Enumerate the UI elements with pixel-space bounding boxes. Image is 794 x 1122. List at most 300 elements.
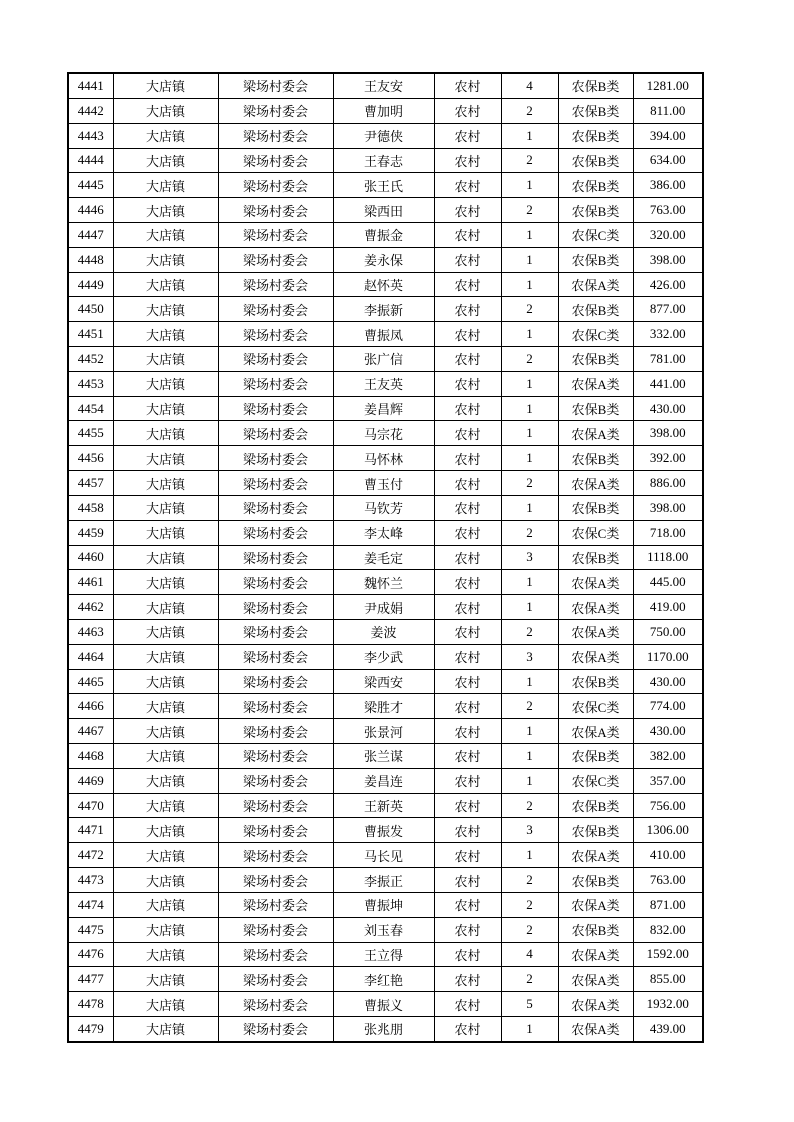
cell-amount: 832.00 (633, 917, 703, 942)
cell-serial-number: 4450 (68, 297, 113, 322)
cell-person-name: 姜毛定 (333, 545, 434, 570)
cell-serial-number: 4462 (68, 595, 113, 620)
cell-person-name: 马宗花 (333, 421, 434, 446)
cell-person-name: 马怀林 (333, 446, 434, 471)
cell-serial-number: 4473 (68, 868, 113, 893)
cell-serial-number: 4478 (68, 992, 113, 1017)
cell-insurance-category: 农保A类 (558, 1016, 633, 1042)
cell-person-count: 1 (501, 247, 558, 272)
cell-insurance-category: 农保B类 (558, 198, 633, 223)
cell-person-name: 马长见 (333, 843, 434, 868)
cell-village-committee: 梁场村委会 (218, 247, 333, 272)
cell-village-committee: 梁场村委会 (218, 272, 333, 297)
cell-serial-number: 4464 (68, 644, 113, 669)
cell-serial-number: 4470 (68, 793, 113, 818)
cell-town: 大店镇 (113, 148, 218, 173)
cell-village-committee: 梁场村委会 (218, 744, 333, 769)
cell-serial-number: 4454 (68, 396, 113, 421)
cell-village-committee: 梁场村委会 (218, 322, 333, 347)
cell-amount: 441.00 (633, 371, 703, 396)
cell-person-count: 2 (501, 471, 558, 496)
cell-residence-type: 农村 (434, 247, 501, 272)
cell-residence-type: 农村 (434, 222, 501, 247)
cell-person-count: 1 (501, 843, 558, 868)
cell-person-name: 曹玉付 (333, 471, 434, 496)
cell-amount: 763.00 (633, 198, 703, 223)
cell-village-committee: 梁场村委会 (218, 123, 333, 148)
cell-amount: 382.00 (633, 744, 703, 769)
cell-person-count: 4 (501, 73, 558, 98)
cell-amount: 439.00 (633, 1016, 703, 1042)
cell-village-committee: 梁场村委会 (218, 173, 333, 198)
cell-person-count: 2 (501, 520, 558, 545)
cell-person-name: 曹振义 (333, 992, 434, 1017)
table-row (68, 471, 703, 496)
table-row (68, 446, 703, 471)
cell-insurance-category: 农保B类 (558, 73, 633, 98)
cell-insurance-category: 农保B类 (558, 173, 633, 198)
cell-person-name: 张兰谋 (333, 744, 434, 769)
cell-town: 大店镇 (113, 843, 218, 868)
cell-serial-number: 4472 (68, 843, 113, 868)
cell-village-committee: 梁场村委会 (218, 520, 333, 545)
cell-village-committee: 梁场村委会 (218, 297, 333, 322)
cell-residence-type: 农村 (434, 520, 501, 545)
cell-village-committee: 梁场村委会 (218, 868, 333, 893)
cell-residence-type: 农村 (434, 570, 501, 595)
cell-serial-number: 4444 (68, 148, 113, 173)
table-row (68, 322, 703, 347)
cell-serial-number: 4468 (68, 744, 113, 769)
cell-residence-type: 农村 (434, 992, 501, 1017)
cell-residence-type: 农村 (434, 98, 501, 123)
cell-person-name: 张兆朋 (333, 1016, 434, 1042)
cell-person-name: 梁胜才 (333, 694, 434, 719)
cell-residence-type: 农村 (434, 297, 501, 322)
cell-town: 大店镇 (113, 892, 218, 917)
cell-village-committee: 梁场村委会 (218, 148, 333, 173)
cell-residence-type: 农村 (434, 669, 501, 694)
cell-insurance-category: 农保A类 (558, 719, 633, 744)
table-row (68, 967, 703, 992)
cell-insurance-category: 农保B类 (558, 917, 633, 942)
cell-amount: 1932.00 (633, 992, 703, 1017)
cell-serial-number: 4441 (68, 73, 113, 98)
table-body (68, 73, 703, 1042)
cell-person-count: 2 (501, 619, 558, 644)
table-row (68, 1016, 703, 1042)
cell-town: 大店镇 (113, 371, 218, 396)
table-row (68, 570, 703, 595)
cell-person-name: 姜昌辉 (333, 396, 434, 421)
cell-person-name: 姜波 (333, 619, 434, 644)
cell-residence-type: 农村 (434, 595, 501, 620)
cell-person-name: 魏怀兰 (333, 570, 434, 595)
cell-village-committee: 梁场村委会 (218, 892, 333, 917)
cell-person-count: 1 (501, 595, 558, 620)
cell-serial-number: 4474 (68, 892, 113, 917)
cell-person-name: 王友安 (333, 73, 434, 98)
cell-serial-number: 4447 (68, 222, 113, 247)
cell-town: 大店镇 (113, 98, 218, 123)
cell-insurance-category: 农保B类 (558, 247, 633, 272)
cell-village-committee: 梁场村委会 (218, 1016, 333, 1042)
cell-insurance-category: 农保A类 (558, 471, 633, 496)
cell-town: 大店镇 (113, 396, 218, 421)
cell-amount: 430.00 (633, 719, 703, 744)
cell-amount: 1170.00 (633, 644, 703, 669)
cell-residence-type: 农村 (434, 868, 501, 893)
cell-residence-type: 农村 (434, 793, 501, 818)
cell-serial-number: 4469 (68, 768, 113, 793)
cell-amount: 763.00 (633, 868, 703, 893)
cell-insurance-category: 农保B类 (558, 545, 633, 570)
cell-residence-type: 农村 (434, 123, 501, 148)
table-row (68, 892, 703, 917)
cell-residence-type: 农村 (434, 396, 501, 421)
cell-residence-type: 农村 (434, 1016, 501, 1042)
cell-town: 大店镇 (113, 1016, 218, 1042)
table-row (68, 123, 703, 148)
cell-insurance-category: 农保B类 (558, 818, 633, 843)
cell-town: 大店镇 (113, 793, 218, 818)
cell-insurance-category: 农保B类 (558, 793, 633, 818)
cell-residence-type: 农村 (434, 619, 501, 644)
cell-residence-type: 农村 (434, 744, 501, 769)
cell-residence-type: 农村 (434, 148, 501, 173)
cell-serial-number: 4445 (68, 173, 113, 198)
cell-serial-number: 4465 (68, 669, 113, 694)
cell-village-committee: 梁场村委会 (218, 198, 333, 223)
table-row (68, 669, 703, 694)
cell-serial-number: 4453 (68, 371, 113, 396)
cell-serial-number: 4442 (68, 98, 113, 123)
cell-serial-number: 4458 (68, 495, 113, 520)
cell-village-committee: 梁场村委会 (218, 396, 333, 421)
cell-residence-type: 农村 (434, 371, 501, 396)
cell-person-name: 张景河 (333, 719, 434, 744)
cell-village-committee: 梁场村委会 (218, 768, 333, 793)
cell-amount: 855.00 (633, 967, 703, 992)
cell-village-committee: 梁场村委会 (218, 843, 333, 868)
table-row (68, 520, 703, 545)
cell-amount: 430.00 (633, 669, 703, 694)
cell-serial-number: 4448 (68, 247, 113, 272)
cell-person-count: 1 (501, 744, 558, 769)
cell-town: 大店镇 (113, 917, 218, 942)
cell-amount: 1306.00 (633, 818, 703, 843)
cell-village-committee: 梁场村委会 (218, 818, 333, 843)
cell-person-name: 王新英 (333, 793, 434, 818)
cell-person-name: 王立得 (333, 942, 434, 967)
cell-insurance-category: 农保B类 (558, 148, 633, 173)
table-row (68, 272, 703, 297)
cell-amount: 756.00 (633, 793, 703, 818)
cell-serial-number: 4457 (68, 471, 113, 496)
cell-village-committee: 梁场村委会 (218, 793, 333, 818)
cell-town: 大店镇 (113, 744, 218, 769)
cell-residence-type: 农村 (434, 322, 501, 347)
cell-town: 大店镇 (113, 247, 218, 272)
cell-town: 大店镇 (113, 471, 218, 496)
cell-person-name: 张王氏 (333, 173, 434, 198)
table-row (68, 247, 703, 272)
table-row (68, 719, 703, 744)
cell-insurance-category: 农保C类 (558, 222, 633, 247)
cell-village-committee: 梁场村委会 (218, 644, 333, 669)
cell-town: 大店镇 (113, 347, 218, 372)
cell-insurance-category: 农保A类 (558, 942, 633, 967)
cell-person-name: 李振正 (333, 868, 434, 893)
cell-serial-number: 4466 (68, 694, 113, 719)
cell-town: 大店镇 (113, 123, 218, 148)
cell-amount: 430.00 (633, 396, 703, 421)
cell-person-count: 1 (501, 570, 558, 595)
cell-insurance-category: 农保B类 (558, 495, 633, 520)
cell-person-count: 3 (501, 644, 558, 669)
table-row (68, 768, 703, 793)
cell-person-count: 1 (501, 322, 558, 347)
table-row (68, 694, 703, 719)
cell-person-count: 1 (501, 768, 558, 793)
cell-village-committee: 梁场村委会 (218, 669, 333, 694)
cell-amount: 410.00 (633, 843, 703, 868)
cell-person-count: 1 (501, 1016, 558, 1042)
cell-person-name: 曹加明 (333, 98, 434, 123)
cell-insurance-category: 农保C类 (558, 768, 633, 793)
cell-insurance-category: 农保B类 (558, 396, 633, 421)
cell-person-count: 1 (501, 272, 558, 297)
cell-serial-number: 4455 (68, 421, 113, 446)
cell-village-committee: 梁场村委会 (218, 595, 333, 620)
cell-residence-type: 农村 (434, 768, 501, 793)
cell-person-name: 曹振发 (333, 818, 434, 843)
cell-person-count: 1 (501, 446, 558, 471)
cell-person-name: 李红艳 (333, 967, 434, 992)
cell-residence-type: 农村 (434, 644, 501, 669)
table-row (68, 545, 703, 570)
cell-person-name: 曹振金 (333, 222, 434, 247)
cell-person-count: 4 (501, 942, 558, 967)
table-row (68, 744, 703, 769)
cell-person-count: 2 (501, 148, 558, 173)
table-row (68, 644, 703, 669)
cell-village-committee: 梁场村委会 (218, 619, 333, 644)
cell-town: 大店镇 (113, 198, 218, 223)
cell-insurance-category: 农保A类 (558, 421, 633, 446)
cell-person-count: 3 (501, 818, 558, 843)
cell-person-count: 2 (501, 347, 558, 372)
cell-person-name: 曹振坤 (333, 892, 434, 917)
cell-insurance-category: 农保A类 (558, 570, 633, 595)
cell-amount: 1281.00 (633, 73, 703, 98)
cell-amount: 774.00 (633, 694, 703, 719)
cell-amount: 877.00 (633, 297, 703, 322)
cell-village-committee: 梁场村委会 (218, 917, 333, 942)
cell-residence-type: 农村 (434, 421, 501, 446)
cell-serial-number: 4477 (68, 967, 113, 992)
cell-village-committee: 梁场村委会 (218, 992, 333, 1017)
cell-insurance-category: 农保B类 (558, 669, 633, 694)
cell-insurance-category: 农保A类 (558, 843, 633, 868)
cell-person-count: 2 (501, 868, 558, 893)
cell-insurance-category: 农保C类 (558, 694, 633, 719)
cell-serial-number: 4467 (68, 719, 113, 744)
cell-insurance-category: 农保C类 (558, 520, 633, 545)
cell-person-name: 梁西安 (333, 669, 434, 694)
cell-residence-type: 农村 (434, 942, 501, 967)
cell-village-committee: 梁场村委会 (218, 967, 333, 992)
cell-town: 大店镇 (113, 942, 218, 967)
cell-serial-number: 4456 (68, 446, 113, 471)
cell-insurance-category: 农保A类 (558, 595, 633, 620)
cell-town: 大店镇 (113, 322, 218, 347)
cell-person-name: 赵怀英 (333, 272, 434, 297)
cell-person-count: 2 (501, 917, 558, 942)
cell-insurance-category: 农保A类 (558, 371, 633, 396)
table-row (68, 942, 703, 967)
cell-residence-type: 农村 (434, 917, 501, 942)
cell-village-committee: 梁场村委会 (218, 73, 333, 98)
cell-residence-type: 农村 (434, 694, 501, 719)
cell-insurance-category: 农保B类 (558, 347, 633, 372)
cell-serial-number: 4476 (68, 942, 113, 967)
table-row (68, 396, 703, 421)
cell-amount: 386.00 (633, 173, 703, 198)
cell-village-committee: 梁场村委会 (218, 98, 333, 123)
cell-person-count: 2 (501, 892, 558, 917)
cell-serial-number: 4461 (68, 570, 113, 595)
cell-serial-number: 4463 (68, 619, 113, 644)
cell-person-count: 2 (501, 98, 558, 123)
cell-person-name: 尹成娟 (333, 595, 434, 620)
cell-serial-number: 4479 (68, 1016, 113, 1042)
cell-village-committee: 梁场村委会 (218, 421, 333, 446)
cell-amount: 398.00 (633, 421, 703, 446)
cell-amount: 357.00 (633, 768, 703, 793)
table-row (68, 371, 703, 396)
cell-person-name: 李太峰 (333, 520, 434, 545)
cell-person-count: 1 (501, 421, 558, 446)
cell-serial-number: 4475 (68, 917, 113, 942)
cell-person-count: 2 (501, 967, 558, 992)
cell-village-committee: 梁场村委会 (218, 347, 333, 372)
cell-residence-type: 农村 (434, 719, 501, 744)
cell-town: 大店镇 (113, 669, 218, 694)
cell-town: 大店镇 (113, 992, 218, 1017)
cell-town: 大店镇 (113, 520, 218, 545)
cell-village-committee: 梁场村委会 (218, 942, 333, 967)
cell-person-name: 王友英 (333, 371, 434, 396)
cell-person-name: 尹德侠 (333, 123, 434, 148)
cell-residence-type: 农村 (434, 967, 501, 992)
cell-residence-type: 农村 (434, 347, 501, 372)
cell-residence-type: 农村 (434, 272, 501, 297)
cell-person-count: 1 (501, 495, 558, 520)
cell-person-count: 1 (501, 123, 558, 148)
cell-town: 大店镇 (113, 545, 218, 570)
table-row (68, 619, 703, 644)
cell-town: 大店镇 (113, 222, 218, 247)
cell-residence-type: 农村 (434, 892, 501, 917)
table-row (68, 818, 703, 843)
cell-person-name: 李振新 (333, 297, 434, 322)
cell-amount: 811.00 (633, 98, 703, 123)
cell-insurance-category: 农保B类 (558, 297, 633, 322)
cell-town: 大店镇 (113, 495, 218, 520)
cell-person-count: 1 (501, 396, 558, 421)
cell-amount: 718.00 (633, 520, 703, 545)
cell-person-name: 刘玉春 (333, 917, 434, 942)
cell-residence-type: 农村 (434, 843, 501, 868)
cell-village-committee: 梁场村委会 (218, 719, 333, 744)
cell-residence-type: 农村 (434, 446, 501, 471)
cell-town: 大店镇 (113, 421, 218, 446)
cell-town: 大店镇 (113, 446, 218, 471)
cell-person-count: 1 (501, 371, 558, 396)
cell-town: 大店镇 (113, 173, 218, 198)
table-row (68, 198, 703, 223)
table-row (68, 992, 703, 1017)
cell-amount: 419.00 (633, 595, 703, 620)
cell-town: 大店镇 (113, 619, 218, 644)
cell-residence-type: 农村 (434, 818, 501, 843)
cell-town: 大店镇 (113, 818, 218, 843)
table-row (68, 793, 703, 818)
cell-town: 大店镇 (113, 868, 218, 893)
cell-residence-type: 农村 (434, 545, 501, 570)
cell-person-name: 王春志 (333, 148, 434, 173)
cell-amount: 332.00 (633, 322, 703, 347)
table-row (68, 347, 703, 372)
cell-town: 大店镇 (113, 297, 218, 322)
cell-serial-number: 4471 (68, 818, 113, 843)
cell-town: 大店镇 (113, 595, 218, 620)
cell-town: 大店镇 (113, 768, 218, 793)
cell-amount: 426.00 (633, 272, 703, 297)
cell-serial-number: 4459 (68, 520, 113, 545)
cell-insurance-category: 农保A类 (558, 644, 633, 669)
cell-person-count: 3 (501, 545, 558, 570)
cell-serial-number: 4443 (68, 123, 113, 148)
cell-person-name: 姜昌连 (333, 768, 434, 793)
cell-person-count: 1 (501, 222, 558, 247)
cell-person-count: 2 (501, 694, 558, 719)
cell-amount: 398.00 (633, 247, 703, 272)
cell-insurance-category: 农保A类 (558, 967, 633, 992)
cell-person-count: 2 (501, 297, 558, 322)
table-row (68, 173, 703, 198)
cell-insurance-category: 农保A类 (558, 619, 633, 644)
cell-person-name: 姜永保 (333, 247, 434, 272)
cell-village-committee: 梁场村委会 (218, 371, 333, 396)
cell-insurance-category: 农保A类 (558, 892, 633, 917)
cell-amount: 320.00 (633, 222, 703, 247)
table-row (68, 917, 703, 942)
cell-town: 大店镇 (113, 694, 218, 719)
cell-village-committee: 梁场村委会 (218, 471, 333, 496)
cell-village-committee: 梁场村委会 (218, 570, 333, 595)
table-row (68, 148, 703, 173)
cell-insurance-category: 农保A类 (558, 992, 633, 1017)
cell-serial-number: 4460 (68, 545, 113, 570)
cell-person-count: 1 (501, 719, 558, 744)
cell-town: 大店镇 (113, 73, 218, 98)
cell-person-count: 1 (501, 173, 558, 198)
cell-residence-type: 农村 (434, 495, 501, 520)
cell-amount: 445.00 (633, 570, 703, 595)
cell-residence-type: 农村 (434, 73, 501, 98)
